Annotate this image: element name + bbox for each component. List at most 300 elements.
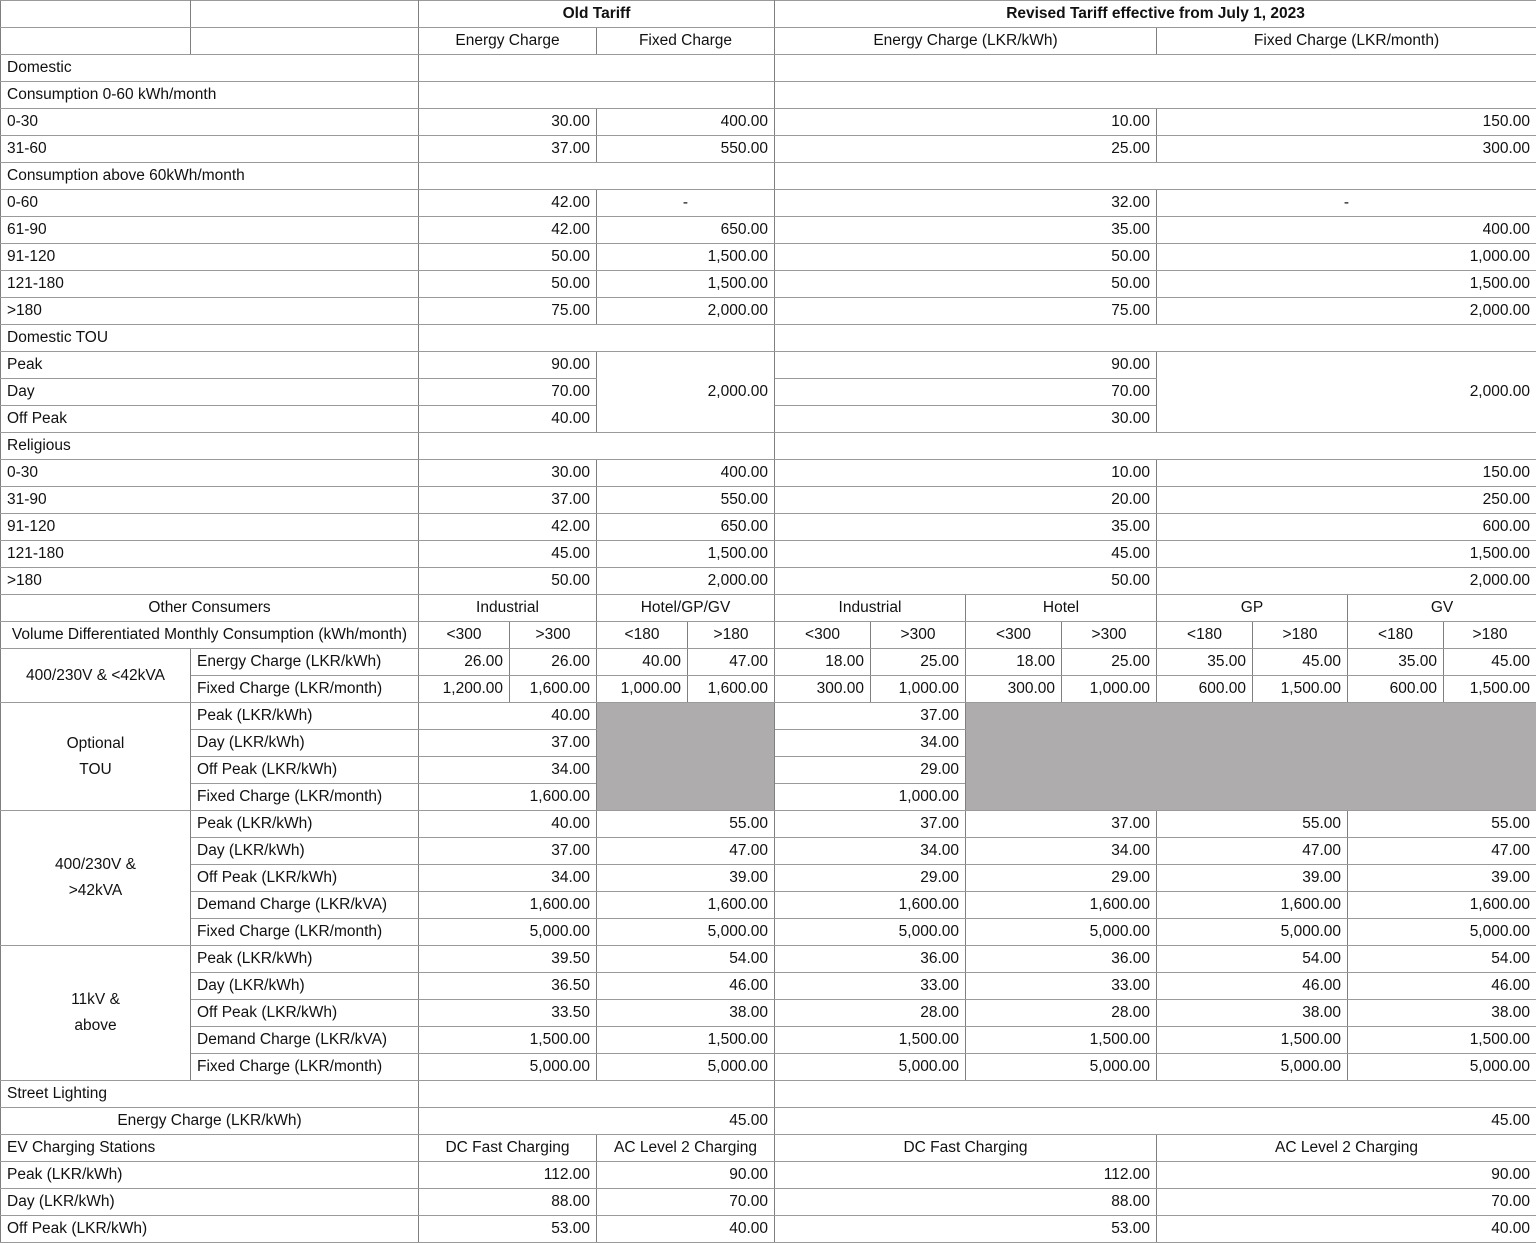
- group-header-new-gv: GV: [1348, 595, 1536, 622]
- header-old-energy-charge: Energy Charge: [419, 28, 597, 55]
- new-value: 34.00: [775, 730, 966, 757]
- band-label: >180: [1, 298, 419, 325]
- new-value: 37.00: [775, 811, 966, 838]
- table-row: [1, 541, 1536, 568]
- section-domestic-new-blank: [775, 55, 1536, 82]
- new-energy-value: 20.00: [775, 487, 1157, 514]
- new-value: 5,000.00: [966, 919, 1157, 946]
- voltage-class-label: 400/230V & <42kVA: [1, 649, 191, 703]
- old-energy-value: 30.00: [419, 460, 597, 487]
- table-row: [1, 1000, 1536, 1027]
- old-fixed-value: 400.00: [597, 109, 775, 136]
- new-value: 35.00: [1157, 649, 1253, 676]
- old-energy-value: 37.00: [419, 136, 597, 163]
- old-value: 1,500.00: [419, 1027, 597, 1054]
- new-value: 37.00: [775, 703, 966, 730]
- optional-tou-label-line2: TOU: [79, 761, 111, 778]
- new-energy-value: 75.00: [775, 298, 1157, 325]
- old-energy-value: 50.00: [419, 244, 597, 271]
- table-row: [1, 919, 1536, 946]
- band-header: >300: [1062, 622, 1157, 649]
- new-value: 25.00: [871, 649, 966, 676]
- old-value: 1,600.00: [419, 892, 597, 919]
- new-energy-value: 35.00: [775, 217, 1157, 244]
- new-fixed-value: 1,000.00: [1157, 244, 1536, 271]
- other-consumers-header: [1, 595, 1536, 622]
- band-header: <300: [966, 622, 1062, 649]
- band-label: 121-180: [1, 541, 419, 568]
- charge-type-label: Day (LKR/kWh): [191, 973, 419, 1000]
- section-street-lighting: [1, 1081, 1536, 1108]
- old-value: 5,000.00: [419, 919, 597, 946]
- header-old-fixed-charge: Fixed Charge: [597, 28, 775, 55]
- header-new-energy-charge: Energy Charge (LKR/kWh): [775, 28, 1157, 55]
- new-value: 300.00: [966, 676, 1062, 703]
- new-value: 33.00: [775, 973, 966, 1000]
- new-value: 18.00: [775, 649, 871, 676]
- new-energy-value: 50.00: [775, 271, 1157, 298]
- new-value: 5,000.00: [966, 1054, 1157, 1081]
- section-label-domestic: Domestic: [1, 55, 419, 82]
- hv-label-line1: 11kV &: [71, 991, 120, 1008]
- band-label: Day: [1, 379, 419, 406]
- table-row: [1, 136, 1536, 163]
- table-row: [1, 1027, 1536, 1054]
- section-consumption-low: [1, 82, 1536, 109]
- new-fixed-value: 2,000.00: [1157, 568, 1536, 595]
- old-value: 5,000.00: [597, 1054, 775, 1081]
- new-energy-value: 35.00: [775, 514, 1157, 541]
- domestic-tou-new-blank: [775, 325, 1536, 352]
- section-religious: [1, 433, 1536, 460]
- old-value: 1,200.00: [419, 676, 510, 703]
- charge-type-label: Day (LKR/kWh): [1, 1189, 419, 1216]
- charge-type-label: Fixed Charge (LKR/month): [191, 1054, 419, 1081]
- old-fixed-value: 550.00: [597, 487, 775, 514]
- new-value: 38.00: [1348, 1000, 1536, 1027]
- new-value: 1,500.00: [775, 1027, 966, 1054]
- old-energy-value: 45.00: [419, 541, 597, 568]
- hv-label-line2: above: [74, 1017, 116, 1034]
- old-fixed-value: -: [597, 190, 775, 217]
- new-value: 70.00: [1157, 1189, 1536, 1216]
- new-value: 1,000.00: [775, 784, 966, 811]
- table-row: [1, 892, 1536, 919]
- section-label-consumption-low: Consumption 0-60 kWh/month: [1, 82, 419, 109]
- band-header: <180: [597, 622, 688, 649]
- new-fixed-value: 300.00: [1157, 136, 1536, 163]
- band-label: Peak: [1, 352, 419, 379]
- charge-type-label: Energy Charge (LKR/kWh): [1, 1108, 419, 1135]
- new-value: 35.00: [1348, 649, 1444, 676]
- new-fixed-value: 600.00: [1157, 514, 1536, 541]
- charge-type-label: Day (LKR/kWh): [191, 730, 419, 757]
- old-energy-value: 50.00: [419, 568, 597, 595]
- new-energy-value: 50.00: [775, 244, 1157, 271]
- new-value: 47.00: [1157, 838, 1348, 865]
- band-label: 0-30: [1, 460, 419, 487]
- charge-type-label: Peak (LKR/kWh): [1, 1162, 419, 1189]
- band-header: >300: [871, 622, 966, 649]
- charge-type-label: Off Peak (LKR/kWh): [191, 757, 419, 784]
- new-fixed-value: 1,500.00: [1157, 271, 1536, 298]
- old-energy-value: 37.00: [419, 487, 597, 514]
- new-value: 1,600.00: [966, 892, 1157, 919]
- consumption-high-old-blank: [419, 163, 775, 190]
- new-value: 45.00: [1444, 649, 1536, 676]
- new-fixed-value: 150.00: [1157, 109, 1536, 136]
- header-row-sub: [1, 28, 1536, 55]
- religious-new-blank: [775, 433, 1536, 460]
- old-value: 40.00: [597, 649, 688, 676]
- section-label-street-lighting: Street Lighting: [1, 1081, 419, 1108]
- band-header: <300: [775, 622, 871, 649]
- old-energy-value: 90.00: [419, 352, 597, 379]
- optional-tou-label-line1: Optional: [67, 735, 125, 752]
- new-value: 1,500.00: [1348, 1027, 1536, 1054]
- new-energy-value: 10.00: [775, 460, 1157, 487]
- band-header: <180: [1348, 622, 1444, 649]
- charge-type-label: Energy Charge (LKR/kWh): [191, 649, 419, 676]
- new-value: 36.00: [966, 946, 1157, 973]
- old-energy-value: 42.00: [419, 217, 597, 244]
- new-value: 90.00: [1157, 1162, 1536, 1189]
- new-value: 29.00: [775, 757, 966, 784]
- header-corner-d: [191, 28, 419, 55]
- new-value: 300.00: [775, 676, 871, 703]
- new-value: 28.00: [966, 1000, 1157, 1027]
- band-label: 61-90: [1, 217, 419, 244]
- charge-type-label: Demand Charge (LKR/kVA): [191, 892, 419, 919]
- new-value: 46.00: [1157, 973, 1348, 1000]
- table-row: [1, 703, 1536, 730]
- table-row: [1, 946, 1536, 973]
- table-row: [1, 1054, 1536, 1081]
- table-row: [1, 244, 1536, 271]
- new-value: 37.00: [966, 811, 1157, 838]
- optional-tou-label: [1, 703, 191, 811]
- new-value: 45.00: [1253, 649, 1348, 676]
- section-consumption-high: [1, 163, 1536, 190]
- new-value: 1,500.00: [1444, 676, 1536, 703]
- street-lighting-old-blank: [419, 1081, 775, 1108]
- new-value: 54.00: [1157, 946, 1348, 973]
- new-value: 45.00: [775, 1108, 1536, 1135]
- ev-col-header-new-ac: AC Level 2 Charging: [1157, 1135, 1536, 1162]
- new-value: 39.00: [1348, 865, 1536, 892]
- new-fixed-value: 150.00: [1157, 460, 1536, 487]
- new-value: 1,600.00: [1348, 892, 1536, 919]
- section-label-consumption-high: Consumption above 60kWh/month: [1, 163, 419, 190]
- table-row: [1, 1189, 1536, 1216]
- old-value: 40.00: [419, 703, 597, 730]
- section-domestic-old-blank: [419, 55, 775, 82]
- header-corner-a: [1, 1, 191, 28]
- old-value: 54.00: [597, 946, 775, 973]
- section-domestic: [1, 55, 1536, 82]
- new-value: 600.00: [1348, 676, 1444, 703]
- new-value: 55.00: [1348, 811, 1536, 838]
- new-energy-value: 45.00: [775, 541, 1157, 568]
- old-fixed-value: 650.00: [597, 217, 775, 244]
- new-value: 36.00: [775, 946, 966, 973]
- band-label: Off Peak: [1, 406, 419, 433]
- charge-type-label: Peak (LKR/kWh): [191, 811, 419, 838]
- old-value: 33.50: [419, 1000, 597, 1027]
- old-value: 34.00: [419, 865, 597, 892]
- ev-col-header-new-dc: DC Fast Charging: [775, 1135, 1157, 1162]
- old-energy-value: 42.00: [419, 190, 597, 217]
- table-row: [1, 514, 1536, 541]
- new-value: 5,000.00: [1157, 1054, 1348, 1081]
- header-old-tariff: Old Tariff: [419, 1, 775, 28]
- ev-col-header-old-ac: AC Level 2 Charging: [597, 1135, 775, 1162]
- table-row: [1, 271, 1536, 298]
- old-value: 1,600.00: [510, 676, 597, 703]
- domestic-tou-old-blank: [419, 325, 775, 352]
- band-label: 0-30: [1, 109, 419, 136]
- new-value: 55.00: [1157, 811, 1348, 838]
- band-label: 91-120: [1, 244, 419, 271]
- old-fixed-value: 1,500.00: [597, 541, 775, 568]
- new-value: 29.00: [775, 865, 966, 892]
- old-value: 1,000.00: [597, 676, 688, 703]
- new-value: 1,500.00: [1253, 676, 1348, 703]
- new-value: 28.00: [775, 1000, 966, 1027]
- old-energy-value: 30.00: [419, 109, 597, 136]
- volume-differentiated-label: Volume Differentiated Monthly Consumption (kWh/month): [1, 622, 419, 649]
- new-value: 1,000.00: [871, 676, 966, 703]
- old-value: 88.00: [419, 1189, 597, 1216]
- old-value: 40.00: [597, 1216, 775, 1243]
- new-value: 1,600.00: [1157, 892, 1348, 919]
- old-value: 34.00: [419, 757, 597, 784]
- group-header-old-hotel-gp-gv: Hotel/GP/GV: [597, 595, 775, 622]
- new-energy-value: 10.00: [775, 109, 1157, 136]
- charge-type-label: Peak (LKR/kWh): [191, 946, 419, 973]
- charge-type-label: Day (LKR/kWh): [191, 838, 419, 865]
- other-consumers-title: Other Consumers: [1, 595, 419, 622]
- table-row: [1, 487, 1536, 514]
- section-label-religious: Religious: [1, 433, 419, 460]
- new-value: 1,600.00: [775, 892, 966, 919]
- old-fixed-value: 2,000.00: [597, 298, 775, 325]
- table-row: [1, 973, 1536, 1000]
- new-value: 1,500.00: [966, 1027, 1157, 1054]
- old-energy-value: 50.00: [419, 271, 597, 298]
- charge-type-label: Off Peak (LKR/kWh): [191, 1000, 419, 1027]
- old-value: 47.00: [597, 838, 775, 865]
- band-header: >300: [510, 622, 597, 649]
- old-value: 55.00: [597, 811, 775, 838]
- new-value: 5,000.00: [1157, 919, 1348, 946]
- new-value: 25.00: [1062, 649, 1157, 676]
- table-row: [1, 676, 1536, 703]
- band-label: 0-60: [1, 190, 419, 217]
- charge-type-label: Fixed Charge (LKR/month): [191, 676, 419, 703]
- header-new-fixed-charge: Fixed Charge (LKR/month): [1157, 28, 1536, 55]
- charge-type-label: Demand Charge (LKR/kVA): [191, 1027, 419, 1054]
- old-fixed-value: 1,500.00: [597, 271, 775, 298]
- lv-large-label-line2: >42kVA: [69, 882, 123, 899]
- group-header-old-industrial: Industrial: [419, 595, 597, 622]
- old-value: 1,600.00: [597, 892, 775, 919]
- old-value: 1,500.00: [597, 1027, 775, 1054]
- table-row: [1, 217, 1536, 244]
- new-fixed-value: 2,000.00: [1157, 352, 1536, 433]
- new-value: 46.00: [1348, 973, 1536, 1000]
- new-value: 54.00: [1348, 946, 1536, 973]
- old-value: 39.50: [419, 946, 597, 973]
- new-value: 5,000.00: [1348, 1054, 1536, 1081]
- band-header: >180: [1444, 622, 1536, 649]
- table-row: [1, 838, 1536, 865]
- new-fixed-value: -: [1157, 190, 1536, 217]
- band-label: 31-60: [1, 136, 419, 163]
- charge-type-label: Off Peak (LKR/kWh): [1, 1216, 419, 1243]
- table-row: [1, 298, 1536, 325]
- new-value: 18.00: [966, 649, 1062, 676]
- new-fixed-value: 2,000.00: [1157, 298, 1536, 325]
- band-label: >180: [1, 568, 419, 595]
- old-value: 26.00: [510, 649, 597, 676]
- new-value: 53.00: [775, 1216, 1157, 1243]
- new-value: 5,000.00: [775, 1054, 966, 1081]
- volume-differentiated-header: [1, 622, 1536, 649]
- new-value: 34.00: [966, 838, 1157, 865]
- new-energy-value: 30.00: [775, 406, 1157, 433]
- gray-block-new: [966, 703, 1536, 811]
- ev-charging-header: [1, 1135, 1536, 1162]
- band-label: 121-180: [1, 271, 419, 298]
- new-energy-value: 25.00: [775, 136, 1157, 163]
- old-fixed-value: 650.00: [597, 514, 775, 541]
- section-domestic-tou: [1, 325, 1536, 352]
- old-value: 5,000.00: [419, 1054, 597, 1081]
- old-value: 37.00: [419, 838, 597, 865]
- charge-type-label: Off Peak (LKR/kWh): [191, 865, 419, 892]
- group-header-new-industrial: Industrial: [775, 595, 966, 622]
- new-value: 5,000.00: [1348, 919, 1536, 946]
- table-row: [1, 865, 1536, 892]
- section-label-domestic-tou: Domestic TOU: [1, 325, 419, 352]
- old-value: 47.00: [688, 649, 775, 676]
- street-lighting-new-blank: [775, 1081, 1536, 1108]
- group-header-new-gp: GP: [1157, 595, 1348, 622]
- new-value: 1,500.00: [1157, 1027, 1348, 1054]
- new-fixed-value: 400.00: [1157, 217, 1536, 244]
- new-energy-value: 70.00: [775, 379, 1157, 406]
- table-row: [1, 109, 1536, 136]
- new-energy-value: 32.00: [775, 190, 1157, 217]
- band-header: <300: [419, 622, 510, 649]
- old-value: 40.00: [419, 811, 597, 838]
- new-value: 47.00: [1348, 838, 1536, 865]
- section-label-ev-charging: EV Charging Stations: [1, 1135, 419, 1162]
- old-energy-value: 70.00: [419, 379, 597, 406]
- ev-col-header-old-dc: DC Fast Charging: [419, 1135, 597, 1162]
- band-label: 91-120: [1, 514, 419, 541]
- table-row: [1, 568, 1536, 595]
- new-value: 39.00: [1157, 865, 1348, 892]
- old-fixed-value: 400.00: [597, 460, 775, 487]
- new-value: 33.00: [966, 973, 1157, 1000]
- old-value: 112.00: [419, 1162, 597, 1189]
- old-value: 53.00: [419, 1216, 597, 1243]
- old-value: 37.00: [419, 730, 597, 757]
- group-header-new-hotel: Hotel: [966, 595, 1157, 622]
- band-label: 31-90: [1, 487, 419, 514]
- header-row-top: [1, 1, 1536, 28]
- header-corner-c: [1, 28, 191, 55]
- old-value: 1,600.00: [419, 784, 597, 811]
- new-value: 38.00: [1157, 1000, 1348, 1027]
- religious-old-blank: [419, 433, 775, 460]
- header-corner-b: [191, 1, 419, 28]
- table-row: [1, 811, 1536, 838]
- table-row: [1, 1108, 1536, 1135]
- new-fixed-value: 250.00: [1157, 487, 1536, 514]
- charge-type-label: Fixed Charge (LKR/month): [191, 784, 419, 811]
- old-value: 38.00: [597, 1000, 775, 1027]
- old-fixed-value: 1,500.00: [597, 244, 775, 271]
- table-row: [1, 352, 1536, 379]
- new-value: 5,000.00: [775, 919, 966, 946]
- table-row: [1, 649, 1536, 676]
- old-energy-value: 42.00: [419, 514, 597, 541]
- old-fixed-value: 2,000.00: [597, 352, 775, 433]
- new-energy-value: 90.00: [775, 352, 1157, 379]
- old-fixed-value: 2,000.00: [597, 568, 775, 595]
- table-row: [1, 1216, 1536, 1243]
- gray-block-old: [597, 703, 775, 811]
- voltage-class-label: [1, 811, 191, 946]
- old-value: 90.00: [597, 1162, 775, 1189]
- charge-type-label: Fixed Charge (LKR/month): [191, 919, 419, 946]
- new-value: 1,000.00: [1062, 676, 1157, 703]
- old-energy-value: 40.00: [419, 406, 597, 433]
- old-value: 5,000.00: [597, 919, 775, 946]
- table-row: [1, 1162, 1536, 1189]
- new-energy-value: 50.00: [775, 568, 1157, 595]
- old-value: 39.00: [597, 865, 775, 892]
- table-row: [1, 190, 1536, 217]
- band-header: >180: [1253, 622, 1348, 649]
- new-value: 88.00: [775, 1189, 1157, 1216]
- old-value: 26.00: [419, 649, 510, 676]
- old-value: 70.00: [597, 1189, 775, 1216]
- new-value: 600.00: [1157, 676, 1253, 703]
- new-value: 40.00: [1157, 1216, 1536, 1243]
- new-value: 29.00: [966, 865, 1157, 892]
- old-fixed-value: 550.00: [597, 136, 775, 163]
- old-value: 45.00: [419, 1108, 775, 1135]
- old-energy-value: 75.00: [419, 298, 597, 325]
- header-revised-tariff: Revised Tariff effective from July 1, 2023: [775, 1, 1536, 28]
- table-row: [1, 460, 1536, 487]
- old-value: 46.00: [597, 973, 775, 1000]
- lv-large-label-line1: 400/230V &: [55, 856, 136, 873]
- band-header: >180: [688, 622, 775, 649]
- consumption-low-new-blank: [775, 82, 1536, 109]
- band-header: <180: [1157, 622, 1253, 649]
- new-value: 112.00: [775, 1162, 1157, 1189]
- consumption-low-old-blank: [419, 82, 775, 109]
- new-value: 34.00: [775, 838, 966, 865]
- new-fixed-value: 1,500.00: [1157, 541, 1536, 568]
- voltage-class-label: [1, 946, 191, 1081]
- charge-type-label: Peak (LKR/kWh): [191, 703, 419, 730]
